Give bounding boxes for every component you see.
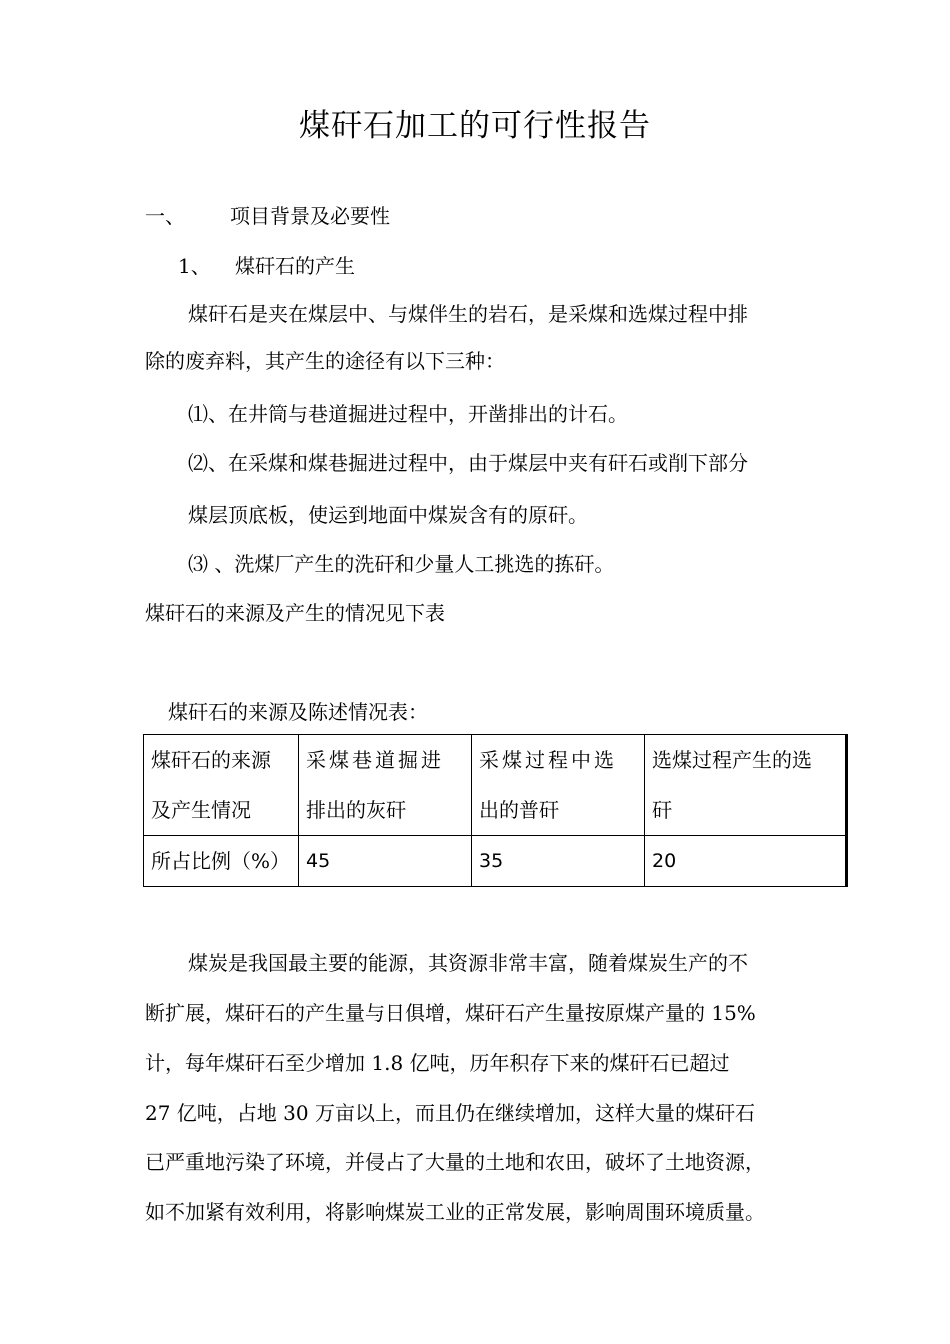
list-item: ⑵、在采煤和煤巷掘进过程中，由于煤层中夹有矸石或削下部分 bbox=[188, 451, 748, 475]
table-cell: 20 bbox=[645, 836, 847, 887]
table-cell: 35 bbox=[472, 836, 645, 887]
table-header-row bbox=[144, 735, 847, 836]
table-cell: 45 bbox=[299, 836, 472, 887]
list-item: ⑴、在井筒与巷道掘进过程中，开凿排出的计石。 bbox=[188, 402, 628, 426]
table-row bbox=[144, 836, 847, 887]
paragraph-line: 断扩展，煤矸石的产生量与日俱增，煤矸石产生量按原煤产量的 15% bbox=[145, 1001, 756, 1025]
list-item-continuation: 煤层顶底板，使运到地面中煤炭含有的原矸。 bbox=[188, 503, 588, 527]
paragraph-line: 煤炭是我国最主要的能源，其资源非常丰富，随着煤炭生产的不 bbox=[188, 951, 748, 975]
paragraph-line: 如不加紧有效利用，将影响煤炭工业的正常发展，影响周围环境质量。 bbox=[145, 1200, 765, 1224]
paragraph-line: 27 亿吨，占地 30 万亩以上，而且仍在继续增加，这样大量的煤矸石 bbox=[145, 1101, 755, 1125]
cell-line: 排出的灰矸 bbox=[306, 798, 406, 822]
table-header-cell bbox=[472, 735, 645, 836]
section-number: 一、 bbox=[145, 204, 185, 228]
subsection-number: 1、 bbox=[178, 254, 211, 278]
table-header-cell bbox=[144, 735, 299, 836]
cell-line: 及产生情况 bbox=[151, 798, 251, 822]
table-header-cell bbox=[645, 735, 847, 836]
section-heading: 项目背景及必要性 bbox=[230, 204, 390, 228]
cell-line: 采煤过程中选 bbox=[479, 748, 617, 772]
paragraph-line: 计，每年煤矸石至少增加 1.8 亿吨，历年积存下来的煤矸石已超过 bbox=[145, 1051, 730, 1075]
source-ratio-table bbox=[143, 734, 848, 887]
paragraph-line: 煤矸石是夹在煤层中、与煤伴生的岩石，是采煤和选煤过程中排 bbox=[188, 302, 748, 326]
table-caption: 煤矸石的来源及陈述情况表： bbox=[168, 700, 428, 724]
cell-line: 采煤巷道掘进 bbox=[306, 748, 444, 772]
table-cell: 所占比例（%） bbox=[144, 836, 299, 887]
cell-line: 矸 bbox=[652, 798, 672, 822]
paragraph-line: 已严重地污染了环境，并侵占了大量的土地和农田，破坏了土地资源， bbox=[145, 1150, 765, 1174]
table-intro: 煤矸石的来源及产生的情况见下表 bbox=[145, 601, 445, 625]
document-title: 煤矸石加工的可行性报告 bbox=[299, 108, 651, 144]
cell-line: 出的普矸 bbox=[479, 798, 559, 822]
subsection-heading: 煤矸石的产生 bbox=[235, 254, 355, 278]
list-item: ⑶ 、洗煤厂产生的洗矸和少量人工挑选的拣矸。 bbox=[188, 552, 615, 576]
table-header-cell bbox=[299, 735, 472, 836]
cell-line: 煤矸石的来源 bbox=[151, 748, 271, 772]
paragraph-line: 除的废弃料，其产生的途径有以下三种： bbox=[145, 349, 505, 373]
cell-line: 选煤过程产生的选 bbox=[652, 748, 812, 772]
